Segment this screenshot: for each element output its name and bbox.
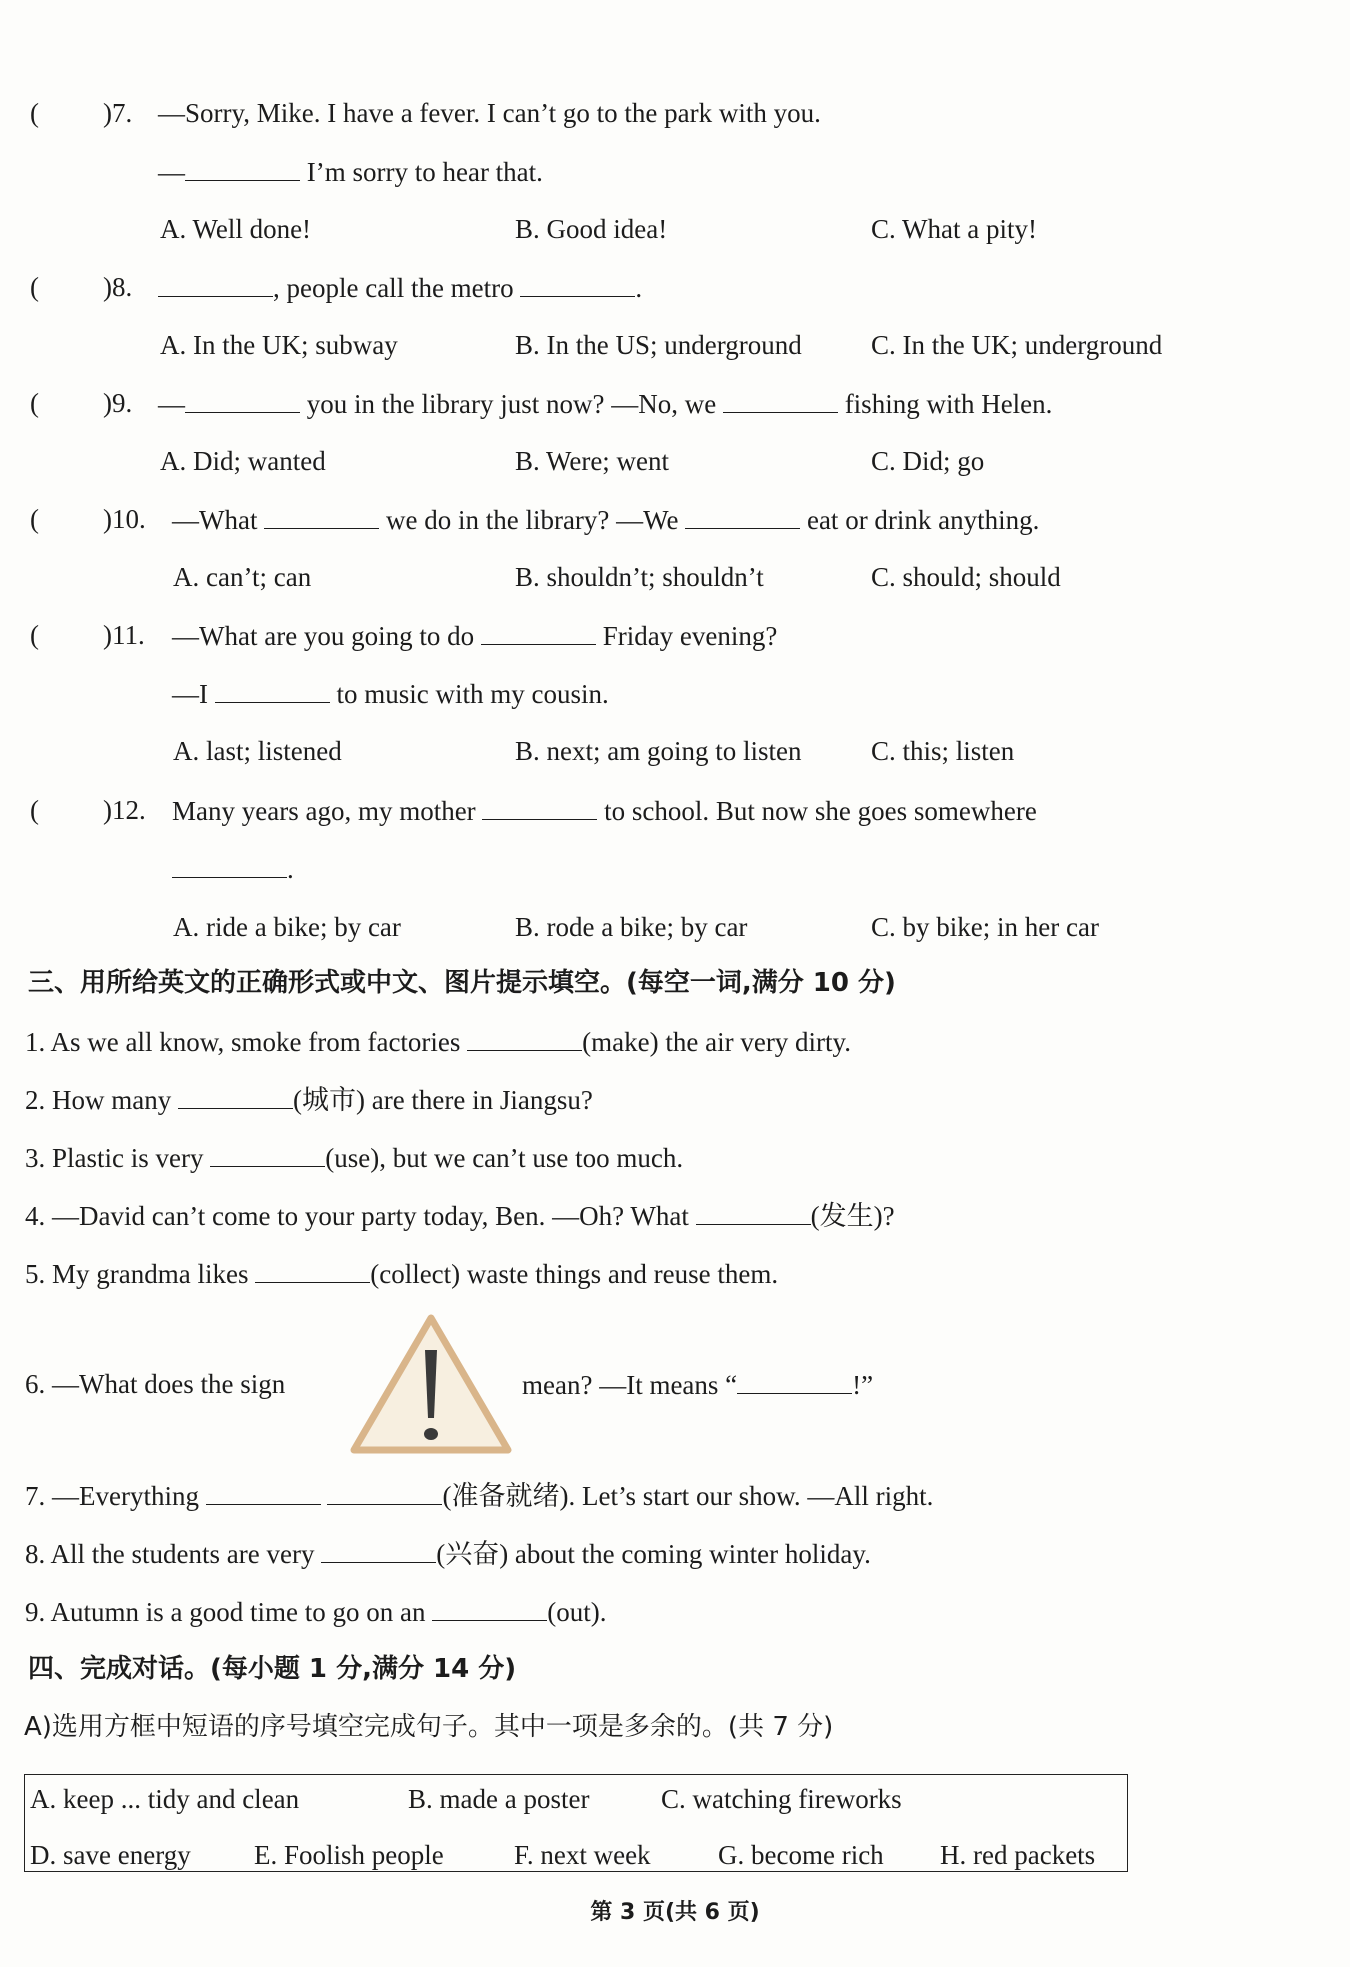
- answer-paren: (: [30, 795, 39, 825]
- answer-blank[interactable]: [737, 1367, 852, 1394]
- answer-blank[interactable]: [481, 618, 596, 645]
- answer-blank[interactable]: [185, 154, 300, 181]
- option-b: B. next; am going to listen: [515, 736, 802, 766]
- option-b: B. shouldn’t; shouldn’t: [515, 562, 764, 592]
- option-b: B. In the US; underground: [515, 330, 802, 360]
- option-c: C. by bike; in her car: [871, 912, 1099, 942]
- option-c: C. What a pity!: [871, 214, 1037, 244]
- question-11-line2: —I to music with my cousin.: [172, 676, 609, 711]
- question-9: ( )9. — you in the library just now? —No, we fishing with Helen.: [30, 388, 1053, 419]
- phrase-b: B. made a poster: [408, 1784, 590, 1814]
- question-8: ( )8. , people call the metro .: [30, 272, 643, 303]
- answer-blank[interactable]: [215, 676, 330, 703]
- option-a: A. Well done!: [160, 214, 312, 244]
- fill-item-1: 1. As we all know, smoke from factories (make) the air very dirty.: [25, 1024, 851, 1059]
- option-b: B. Were; went: [515, 446, 670, 476]
- fill-item-2: 2. How many (城市) are there in Jiangsu?: [25, 1082, 593, 1117]
- phrase-d: D. save energy: [30, 1840, 191, 1870]
- option-a: A. Did; wanted: [160, 446, 326, 476]
- answer-blank[interactable]: [210, 1140, 325, 1167]
- question-number: )9.: [103, 388, 133, 418]
- question-10: ( )10. —What we do in the library? —We eat or drink anything.: [30, 504, 1040, 535]
- option-c: C. this; listen: [871, 736, 1015, 766]
- question-12-line2: .: [172, 851, 294, 886]
- question-number: )10.: [103, 504, 146, 534]
- page-footer: 第 3 页(共 6 页): [590, 1900, 760, 1925]
- phrase-e: E. Foolish people: [254, 1840, 444, 1870]
- fill-item-9: 9. Autumn is a good time to go on an (out).: [25, 1594, 606, 1629]
- answer-blank[interactable]: [172, 851, 287, 878]
- question-12: ( )12. Many years ago, my mother to school. But now she goes somewhere: [30, 795, 1037, 826]
- section-3-heading: 三、用所给英文的正确形式或中文、图片提示填空。(每空一词,满分 10 分): [28, 968, 896, 998]
- fill-item-4: 4. —David can’t come to your party today, Ben. —Oh? What (发生)?: [25, 1198, 895, 1233]
- answer-paren: (: [30, 388, 39, 418]
- section-4-heading: 四、完成对话。(每小题 1 分,满分 14 分): [28, 1654, 517, 1684]
- fill-item-3: 3. Plastic is very (use), but we can’t use too much.: [25, 1140, 683, 1175]
- option-b: B. rode a bike; by car: [515, 912, 748, 942]
- answer-blank[interactable]: [696, 1198, 811, 1225]
- phrase-a: A. keep ... tidy and clean: [30, 1784, 300, 1814]
- option-c: C. Did; go: [871, 446, 985, 476]
- answer-blank[interactable]: [178, 1082, 293, 1109]
- answer-blank[interactable]: [321, 1536, 436, 1563]
- exclamation-dot: [424, 1428, 438, 1440]
- warning-triangle-icon: [346, 1310, 516, 1458]
- question-number: )11.: [103, 620, 145, 650]
- question-7-line2: — I’m sorry to hear that.: [158, 154, 543, 189]
- fill-item-8: 8. All the students are very (兴奋) about the coming winter holiday.: [25, 1536, 871, 1571]
- answer-blank[interactable]: [520, 270, 635, 297]
- answer-paren: (: [30, 620, 39, 650]
- answer-blank[interactable]: [482, 793, 597, 820]
- answer-blank[interactable]: [327, 1478, 442, 1505]
- answer-blank[interactable]: [723, 386, 838, 413]
- answer-blank[interactable]: [264, 502, 379, 529]
- question-number: )7.: [103, 98, 133, 128]
- answer-blank[interactable]: [467, 1024, 582, 1051]
- answer-blank[interactable]: [255, 1256, 370, 1283]
- answer-paren: (: [30, 98, 39, 128]
- question-7: [0, 96, 1350, 130]
- question-number: )12.: [103, 795, 146, 825]
- option-a: A. ride a bike; by car: [173, 912, 401, 942]
- fill-item-7: 7. —Everything (准备就绪). Let’s start our show. —All right.: [25, 1478, 933, 1513]
- option-a: A. can’t; can: [173, 562, 312, 592]
- phrase-h: H. red packets: [940, 1840, 1096, 1870]
- phrase-f: F. next week: [514, 1840, 651, 1870]
- option-b: B. Good idea!: [515, 214, 668, 244]
- answer-blank[interactable]: [432, 1594, 547, 1621]
- answer-blank[interactable]: [158, 270, 273, 297]
- question-11: ( )11. —What are you going to do Friday evening?: [30, 620, 778, 651]
- answer-blank[interactable]: [685, 502, 800, 529]
- answer-paren: (: [30, 272, 39, 302]
- option-a: A. last; listened: [173, 736, 342, 766]
- answer-paren: (: [30, 504, 39, 534]
- answer-blank[interactable]: [206, 1478, 321, 1505]
- fill-item-5: 5. My grandma likes (collect) waste things and reuse them.: [25, 1256, 778, 1291]
- question-number: )8.: [103, 272, 133, 302]
- section-4-subheading: A)选用方框中短语的序号填空完成句子。其中一项是多余的。(共 7 分): [24, 1712, 834, 1742]
- fill-item-6-text: 6. —What does the sign: [25, 1369, 286, 1399]
- option-c: C. In the UK; underground: [871, 330, 1163, 360]
- phrase-c: C. watching fireworks: [661, 1784, 902, 1814]
- option-a: A. In the UK; subway: [160, 330, 398, 360]
- fill-item-6-tail: mean? —It means “ !”: [522, 1367, 873, 1402]
- option-c: C. should; should: [871, 562, 1061, 592]
- phrase-g: G. become rich: [718, 1840, 884, 1870]
- question-text: —Sorry, Mike. I have a fever. I can’t go to the park with you.: [158, 98, 821, 128]
- answer-blank[interactable]: [185, 386, 300, 413]
